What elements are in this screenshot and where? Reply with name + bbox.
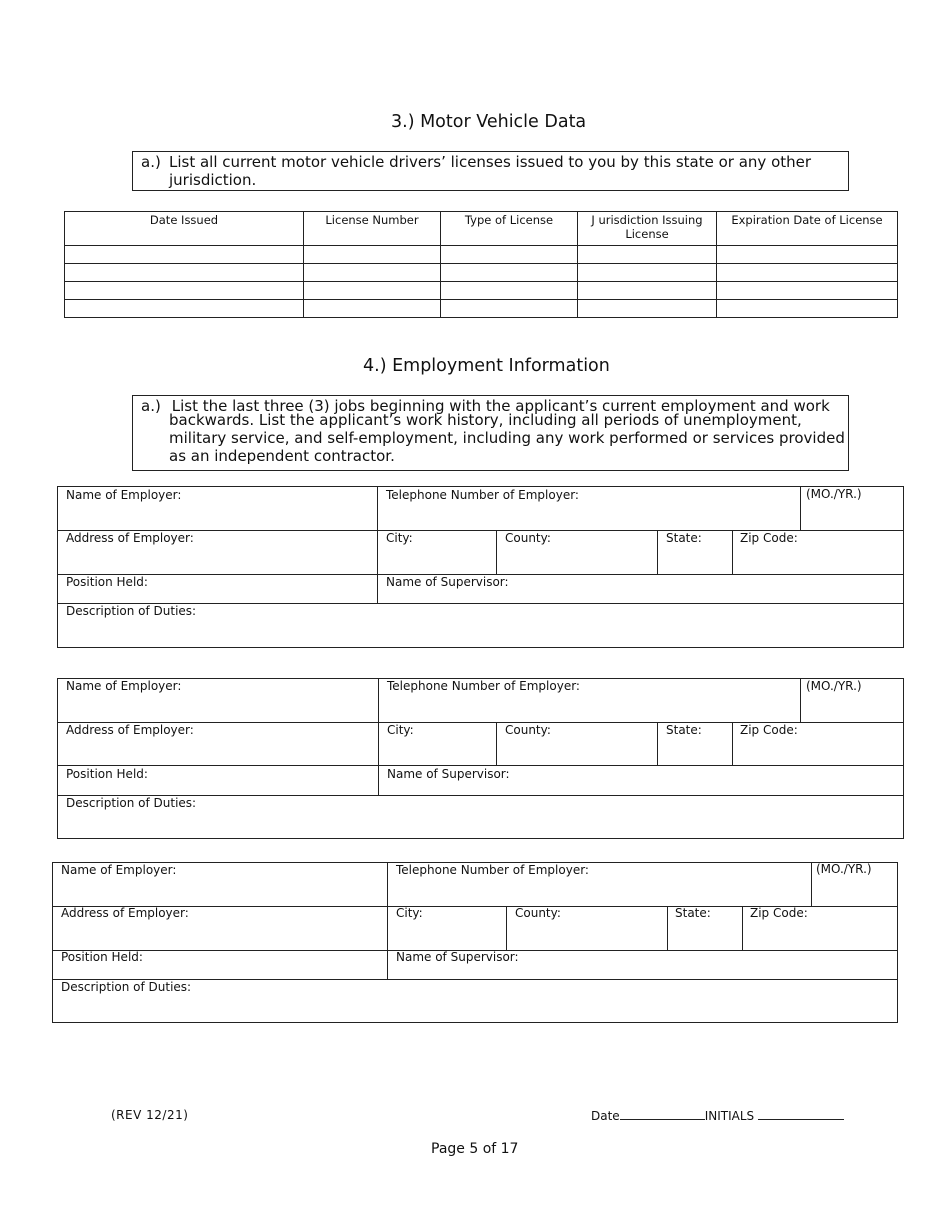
header-type-of-license: Type of License [441,212,578,246]
position-label: Position Held: [61,950,143,964]
state-label: State: [666,723,702,737]
section4-instruction [132,395,849,471]
revision-label: (REV 12/21) [111,1108,189,1122]
county-label: County: [515,906,561,920]
date-label: (MO./YR.) [816,862,872,876]
date-label: (MO./YR.) [806,679,862,693]
instruction-line: as an independent contractor. [169,447,395,465]
employer-name-label: Name of Employer: [66,679,182,693]
telephone-label: Telephone Number of Employer: [387,679,580,693]
state-label: State: [675,906,711,920]
table-cell[interactable] [578,282,717,300]
table-cell[interactable] [304,264,441,282]
employer-name-label: Name of Employer: [61,863,177,877]
date-label: (MO./YR.) [806,487,862,501]
table-row [65,246,898,264]
instruction-label: a.) [141,153,161,171]
section3-title: 3.) Motor Vehicle Data [391,112,587,132]
table-row [65,282,898,300]
table-cell[interactable] [578,300,717,318]
position-label: Position Held: [66,575,148,589]
instruction-line: List the last three (3) jobs beginning with the applicant’s current employment and work [167,397,830,415]
license-table [64,211,898,318]
duties-label: Description of Duties: [66,604,197,618]
instruction-line: military service, and self-employment, including any work performed or services provided [169,429,845,447]
table-cell[interactable] [441,300,578,318]
address-label: Address of Employer: [66,531,194,545]
table-cell[interactable] [578,246,717,264]
city-label: City: [386,531,413,545]
header-jurisdiction: J urisdiction Issuing License [578,212,717,246]
header-date-issued: Date Issued [65,212,304,246]
telephone-label: Telephone Number of Employer: [386,488,579,502]
employer-block-2 [57,678,904,839]
supervisor-label: Name of Supervisor: [387,767,510,781]
table-cell[interactable] [304,300,441,318]
county-label: County: [505,531,551,545]
table-row [65,300,898,318]
instruction-line: jurisdiction. [169,171,257,189]
duties-label: Description of Duties: [66,796,197,810]
table-cell[interactable] [441,282,578,300]
county-label: County: [505,723,551,737]
address-label: Address of Employer: [61,906,189,920]
initials-field[interactable] [758,1108,844,1120]
table-cell[interactable] [717,300,898,318]
date-initials-line [591,1108,844,1123]
instruction-label: a.) [141,397,161,415]
header-expiration-date: Expiration Date of License [717,212,898,246]
table-header-row [65,212,898,246]
header-license-number: License Number [304,212,441,246]
city-label: City: [396,906,423,920]
table-cell[interactable] [441,264,578,282]
zip-label: Zip Code: [740,723,798,737]
table-cell[interactable] [304,282,441,300]
table-cell[interactable] [65,264,304,282]
section3-instruction [132,151,849,191]
position-label: Position Held: [66,767,148,781]
duties-label: Description of Duties: [61,980,192,994]
instruction-line: List all current motor vehicle drivers’ licenses issued to you by this state or any other [169,153,812,171]
page-number: Page 5 of 17 [431,1141,519,1157]
section4-title: 4.) Employment Information [363,356,610,376]
instruction-line: backwards. List the applicant’s work history, including all periods of unemployment, [169,411,802,429]
table-cell[interactable] [65,246,304,264]
zip-label: Zip Code: [750,906,808,920]
table-cell[interactable] [717,282,898,300]
zip-label: Zip Code: [740,531,798,545]
table-row [65,264,898,282]
date-label: Date [591,1109,620,1123]
state-label: State: [666,531,702,545]
date-field[interactable] [620,1108,705,1120]
employer-block-1 [57,486,904,648]
address-label: Address of Employer: [66,723,194,737]
table-cell[interactable] [578,264,717,282]
employer-block-3 [52,862,898,1023]
table-cell[interactable] [304,246,441,264]
table-cell[interactable] [65,282,304,300]
table-cell[interactable] [717,264,898,282]
telephone-label: Telephone Number of Employer: [396,863,589,877]
table-cell[interactable] [65,300,304,318]
initials-label: INITIALS [704,1109,755,1123]
table-cell[interactable] [441,246,578,264]
table-cell[interactable] [717,246,898,264]
supervisor-label: Name of Supervisor: [396,950,519,964]
employer-name-label: Name of Employer: [66,488,182,502]
supervisor-label: Name of Supervisor: [386,575,509,589]
city-label: City: [387,723,414,737]
